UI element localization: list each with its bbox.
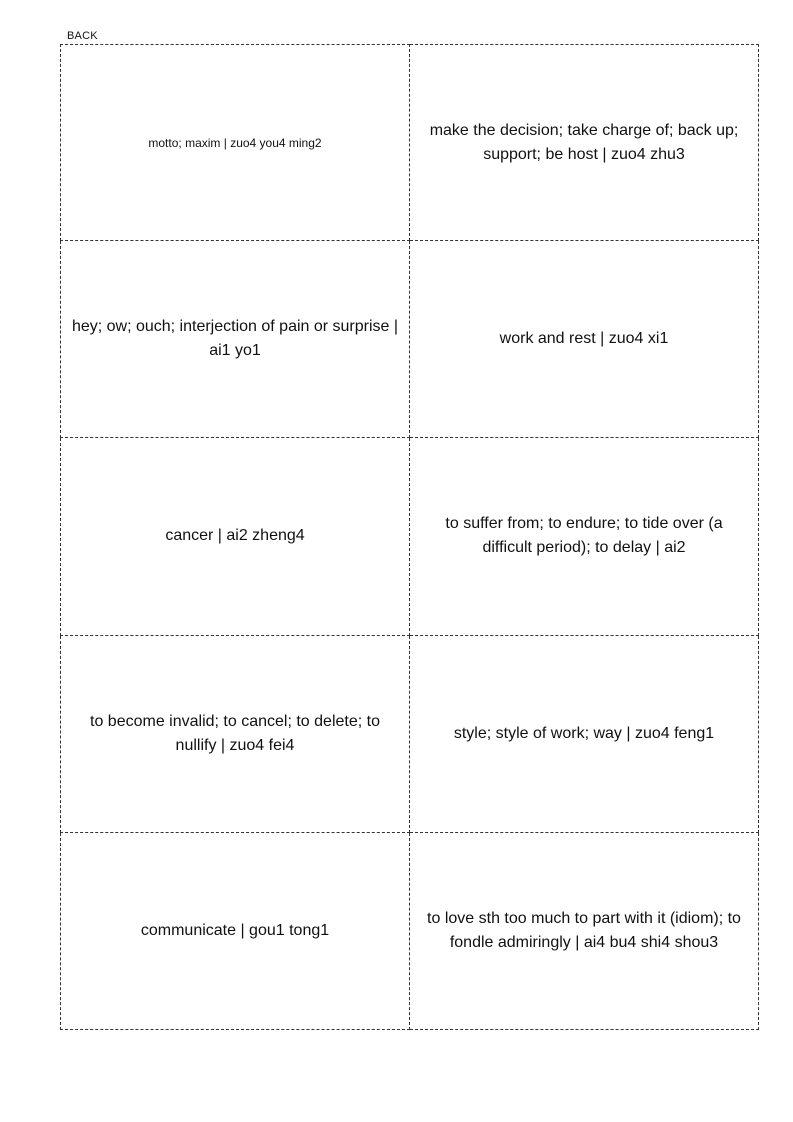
flashcard xyxy=(410,438,759,635)
flashcard-text: to love sth too much to part with it (idiom); to fondle admiringly | ai4 bu4 shi4 shou3 xyxy=(427,909,741,951)
flashcard xyxy=(410,636,759,833)
flashcard-text: motto; maxim | zuo4 you4 ming2 xyxy=(148,135,322,150)
flashcard-text: communicate | gou1 tong1 xyxy=(140,921,330,939)
page-side-label: BACK xyxy=(67,30,98,42)
flashcard-text: work and rest | zuo4 xi1 xyxy=(499,330,669,348)
flashcard-grid xyxy=(60,44,759,1030)
flashcard xyxy=(60,438,410,635)
flashcard xyxy=(60,44,410,241)
flashcard-text: to suffer from; to endure; to tide over (a difficult period); to delay | ai2 xyxy=(445,515,723,557)
flashcard xyxy=(60,833,410,1030)
flashcard-text: to become invalid; to cancel; to delete; to nullify | zuo4 fei4 xyxy=(90,712,380,754)
flashcard xyxy=(60,241,410,438)
flashcard-text: style; style of work; way | zuo4 feng1 xyxy=(453,724,715,742)
flashcard-text: hey; ow; ouch; interjection of pain or surprise | ai1 yo1 xyxy=(71,318,399,360)
flashcard xyxy=(410,833,759,1030)
flashcard-text: cancer | ai2 zheng4 xyxy=(165,527,305,545)
flashcard xyxy=(60,636,410,833)
flashcard xyxy=(410,44,759,241)
flashcard xyxy=(410,241,759,438)
flashcard-text: make the decision; take charge of; back up; support; be host | zuo4 zhu3 xyxy=(429,121,739,163)
